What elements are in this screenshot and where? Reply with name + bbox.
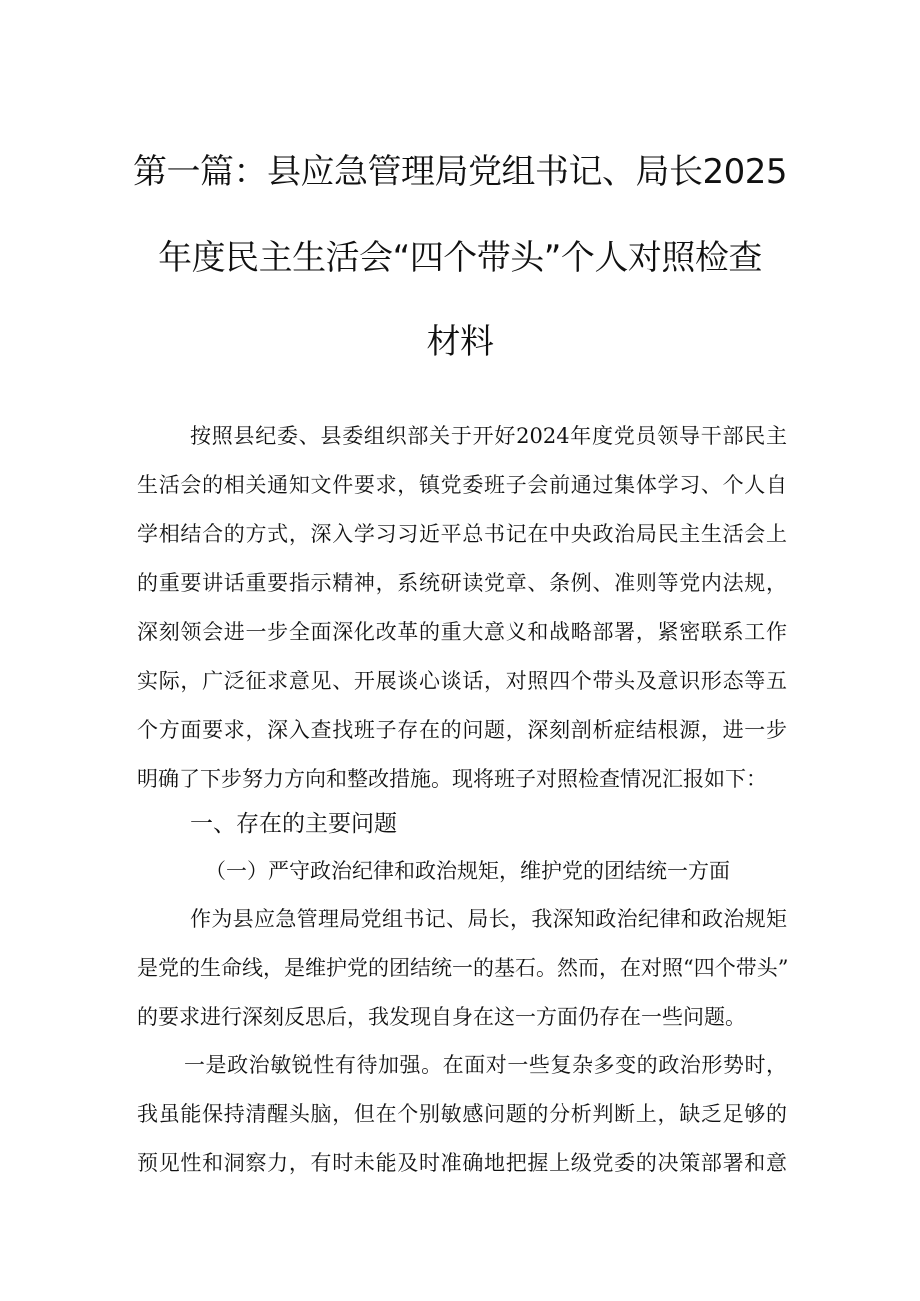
title-line-3: 材料 <box>426 322 494 362</box>
section-heading: 一、存在的主要问题 <box>190 811 397 837</box>
para2-line-3: 预见性和洞察力，有时未能及时准确地把握上级党委的决策部署和意 <box>137 1151 787 1175</box>
para1-line-1: 作为县应急管理局党组书记、局长，我深知政治纪律和政治规矩 <box>190 907 787 931</box>
intro-line-4: 的重要讲话重要指示精神，系统研读党章、条例、准则等党内法规， <box>137 571 787 595</box>
title-line-2: 年度民主生活会“四个带头”个人对照检查 <box>158 238 762 278</box>
intro-line-1: 按照县纪委、县委组织部关于开好2024年度党员领导干部民主 <box>190 424 787 448</box>
intro-line-7: 个方面要求，深入查找班子存在的问题，深刻剖析症结根源，进一步 <box>137 718 787 742</box>
para1-line-3: 的要求进行深刻反思后，我发现自身在这一方面仍存在一些问题。 <box>137 1005 746 1029</box>
intro-line-6: 实际，广泛征求意见、开展谈心谈话，对照四个带头及意识形态等五 <box>137 669 787 693</box>
title-line-1: 第一篇：县应急管理局党组书记、局长2025 <box>132 152 788 192</box>
intro-line-2: 生活会的相关通知文件要求，镇党委班子会前通过集体学习、个人自 <box>137 473 787 497</box>
para2-line-1: 一是政治敏锐性有待加强。在面对一些复杂多变的政治形势时， <box>184 1053 787 1077</box>
subsection-heading: （一）严守政治纪律和政治规矩，维护党的团结统一方面 <box>205 859 730 883</box>
intro-line-5: 深刻领会进一步全面深化改革的重大意义和战略部署，紧密联系工作 <box>137 620 787 644</box>
para2-line-2: 我虽能保持清醒头脑，但在个别敏感问题的分析判断上，缺乏足够的 <box>137 1102 787 1126</box>
intro-line-8: 明确了下步努力方向和整改措施。现将班子对照检查情况汇报如下： <box>137 767 767 791</box>
para1-line-2: 是党的生命线，是维护党的团结统一的基石。然而，在对照“四个带头” <box>137 956 789 980</box>
intro-line-3: 学相结合的方式，深入学习习近平总书记在中央政治局民主生活会上 <box>137 522 787 546</box>
